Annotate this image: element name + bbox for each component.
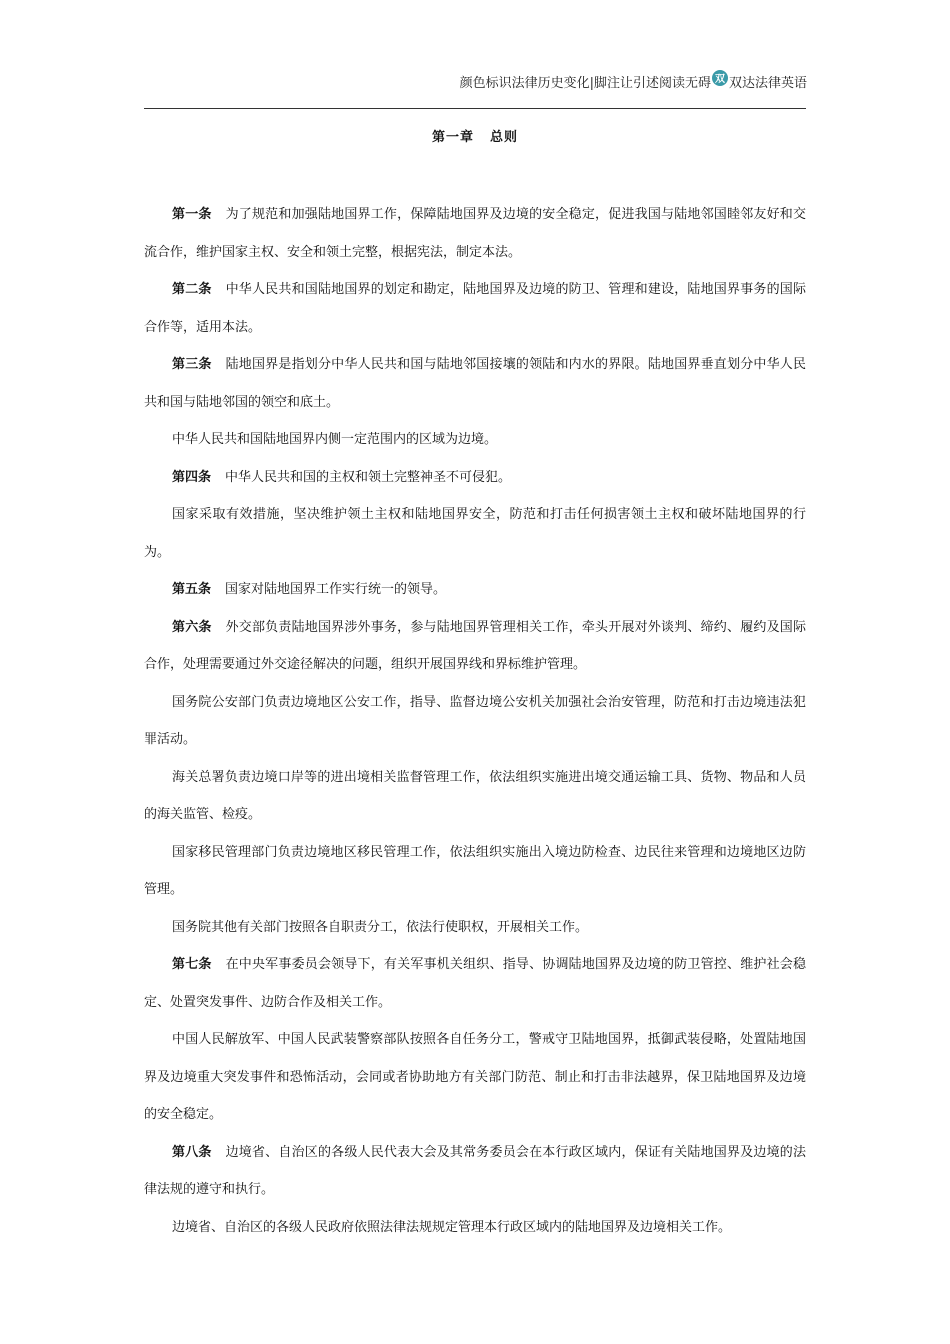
article-number: 第八条	[172, 1144, 212, 1160]
article-number: 第二条	[172, 282, 212, 297]
article-number: 第七条	[172, 957, 212, 972]
paragraph-text: 陆地国界是指划分中华人民共和国与陆地邻国接壤的领陆和内水的界限。陆地国界垂直划分中华人民共和国与陆地邻国的领空和底土。	[144, 357, 806, 410]
paragraph-text: 国家对陆地国界工作实行统一的领导。	[225, 582, 447, 597]
paragraph	[144, 609, 806, 684]
paragraph-text: 在中央军事委员会领导下，有关军事机关组织、指导、协调陆地国界及边境的防卫管控、维护社会稳定、处置突发事件、边防合作及相关工作。	[144, 957, 806, 1010]
paragraph	[144, 421, 806, 459]
paragraph	[144, 496, 806, 571]
paragraph-text: 国务院公安部门负责边境地区公安工作，指导、监督边境公安机关加强社会治安管理，防范和打击边境违法犯罪活动。	[144, 694, 806, 747]
page-header	[460, 72, 807, 91]
paragraph-text: 中华人民共和国的主权和领土完整神圣不可侵犯。	[225, 469, 512, 485]
article-number: 第四条	[172, 469, 212, 485]
paragraph-text: 中华人民共和国陆地国界的划定和勘定，陆地国界及边境的防卫、管理和建设，陆地国界事务的国际合作等，适用本法。	[144, 282, 806, 335]
paragraph	[144, 1209, 806, 1247]
paragraph-text: 为了规范和加强陆地国界工作，保障陆地国界及边境的安全稳定，促进我国与陆地邻国睦邻友好和交流合作，维护国家主权、安全和领土完整，根据宪法，制定本法。	[144, 207, 806, 260]
paragraph	[144, 759, 806, 834]
article-number: 第六条	[172, 619, 212, 635]
shuangda-logo-icon: 双	[712, 70, 728, 86]
paragraph-text: 国家移民管理部门负责边境地区移民管理工作，依法组织实施出入境边防检查、边民往来管理和边境地区边防管理。	[144, 844, 806, 897]
header-divider	[144, 108, 806, 109]
header-brand: 双达法律英语	[728, 76, 807, 91]
paragraph	[144, 909, 806, 947]
paragraph	[144, 946, 806, 1021]
paragraph	[144, 271, 806, 346]
paragraph-text: 中国人民解放军、中国人民武装警察部队按照各自任务分工，警戒守卫陆地国界，抵御武装侵略，处置陆地国界及边境重大突发事件和恐怖活动，会同或者协助地方有关部门防范、制止和打击非法越界，保卫陆地国界及边境的安全稳定。	[144, 1032, 806, 1122]
header-text: 颜色标识法律历史变化|脚注让引述阅读无碍	[459, 76, 711, 91]
article-number: 第三条	[172, 357, 212, 372]
paragraph-text: 中华人民共和国陆地国界内侧一定范围内的区域为边境。	[172, 432, 498, 447]
paragraph	[144, 346, 806, 421]
paragraph-text: 边境省、自治区的各级人民代表大会及其常务委员会在本行政区域内，保证有关陆地国界及边境的法律法规的遵守和执行。	[144, 1144, 806, 1197]
paragraph	[144, 1021, 806, 1134]
article-number: 第五条	[172, 582, 212, 597]
paragraph-text: 外交部负责陆地国界涉外事务，参与陆地国界管理相关工作，牵头开展对外谈判、缔约、履约及国际合作，处理需要通过外交途径解决的问题，组织开展国界线和界标维护管理。	[144, 619, 806, 672]
paragraph	[144, 684, 806, 759]
paragraph	[144, 1134, 806, 1209]
paragraph	[144, 459, 806, 497]
chapter-title: 总则	[490, 130, 519, 145]
document-body	[144, 196, 806, 1246]
paragraph	[144, 571, 806, 609]
paragraph-text: 海关总署负责边境口岸等的进出境相关监督管理工作，依法组织实施进出境交通运输工具、货物、物品和人员的海关监管、检疫。	[144, 769, 806, 822]
paragraph-text: 国务院其他有关部门按照各自职责分工，依法行使职权，开展相关工作。	[172, 919, 589, 935]
paragraph	[144, 834, 806, 909]
paragraph-text: 边境省、自治区的各级人民政府依照法律法规规定管理本行政区域内的陆地国界及边境相关工作。	[172, 1219, 732, 1235]
paragraph-text: 国家采取有效措施，坚决维护领土主权和陆地国界安全，防范和打击任何损害领土主权和破坏陆地国界的行为。	[144, 507, 806, 560]
paragraph	[144, 196, 806, 271]
chapter-number: 第一章	[431, 130, 474, 145]
chapter-heading	[144, 126, 806, 145]
article-number: 第一条	[172, 207, 212, 222]
